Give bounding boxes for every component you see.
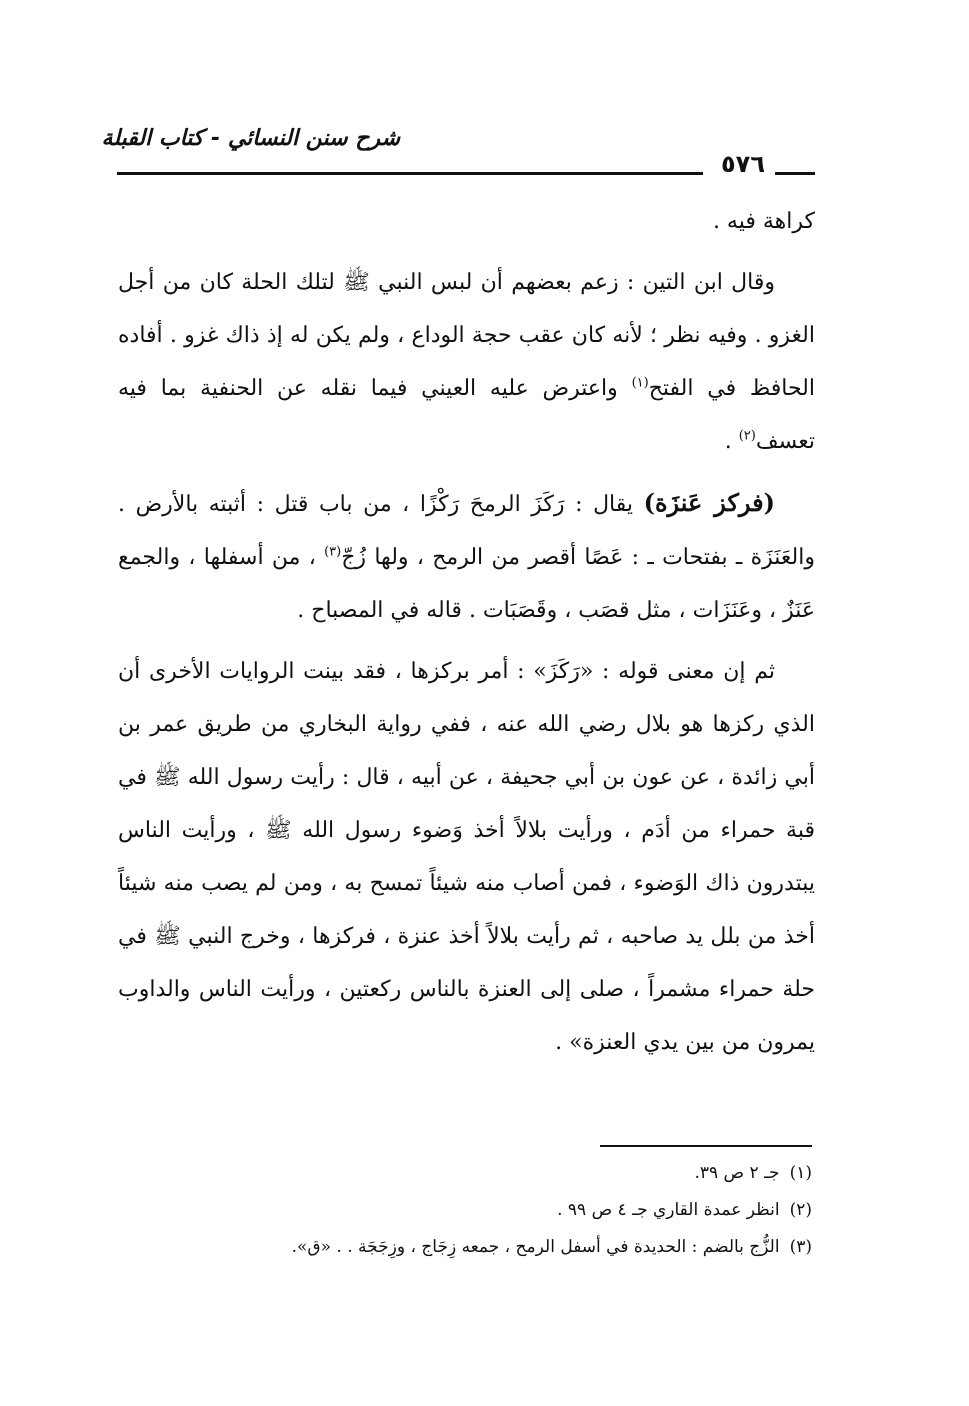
paragraph-text: ثم إن معنى قوله : «رَكَزَ» : أمر بركزها ، فقد بينت الروايات الأخرى أن الذي ركزها هو بلال رضي الله عنه ، ففي رواية البخاري من طريق عمر بن أبي زائدة ، عن عون بن أبي جحيفة ، عن أبيه ، قال : رأيت رسول الله ﷺ في قبة حمراء من أدَم ، ورأيت بلالاً أخذ وَضوء رسول الله ﷺ ، ورأيت الناس يبتدرون ذاك الوَضوء ، فمن أصاب منه شيئاً تمسح به ، ومن لم يصب منه شيئاً أخذ من بلل يد صاحبه ، ثم رأيت بلالاً أخذ عنزة ، فركزها ، وخرج النبي ﷺ في حلة حمراء مشمراً ، صلى إلى العنزة بالناس ركعتين ، ورأيت الناس والداوب يمرون من بين يدي العنزة» . (118, 659, 815, 1055)
header-rule-short (775, 172, 815, 175)
footnote-marker: (٢) (738, 428, 756, 444)
paragraph-text: وقال ابن التين : زعم بعضهم أن لبس النبي ﷺ لتلك الحلة كان من أجل الغزو . وفيه نظر ؛ لأنه كان عقب حجة الوداع ، ولم يكن له إذ ذاك غزو . أفاده الحافظ في الفتح (118, 270, 816, 401)
footnote-separator (600, 1145, 812, 1147)
footnote-label: (٢) (789, 1200, 812, 1220)
page-number: ٥٧٦ (721, 150, 765, 178)
main-text (118, 195, 815, 1077)
paragraph-text: . (724, 429, 739, 454)
footnote-label: (٣) (789, 1237, 812, 1257)
footnote-label: (١) (789, 1163, 812, 1183)
footnote-text: جـ ٢ ص ٣٩. (694, 1163, 780, 1183)
paragraph (118, 195, 815, 248)
paragraph-text: ، من أسفلها ، والجمع عَنَزٌ ، وعَنَزَات ، مثل قصَب ، وقَصَبَات . قاله في المصباح . (118, 545, 815, 623)
defined-term: (فركز عَنزَة) (643, 488, 775, 517)
running-header-title: شرح سنن النسائي - كتاب القبلة (101, 126, 400, 151)
paragraph (118, 476, 815, 637)
paragraph-text: يقال : رَكَزَ الرمحَ رَكْزًا ، من باب قتل : أثبته بالأرض . والعَنَزَة ـ بفتحات ـ : عَصًا أقصر من الرمح ، ولها زُجّ (118, 492, 815, 570)
footnote (300, 1192, 812, 1229)
footnotes (291, 1155, 812, 1266)
footnote-text: انظر عمدة القاري جـ ٤ ص ٩٩ . (557, 1200, 780, 1220)
paragraph-text: واعترض عليه العيني فيما نقله عن الحنفية بما فيه تعسف (118, 376, 815, 454)
footnote (291, 1229, 812, 1266)
footnote-text: الزُّج بالضم : الحديدة في أسفل الرمح ، جمعه زِجَاج ، وزِجَجَة . . «ق». (291, 1237, 780, 1257)
paragraph (118, 256, 815, 468)
footnote-marker: (٣) (324, 544, 342, 560)
paragraph (118, 645, 815, 1069)
footnote-marker: (١) (631, 375, 649, 391)
footnote (300, 1155, 812, 1192)
header-rule (117, 172, 703, 175)
paragraph-text: كراهة فيه . (712, 209, 815, 234)
